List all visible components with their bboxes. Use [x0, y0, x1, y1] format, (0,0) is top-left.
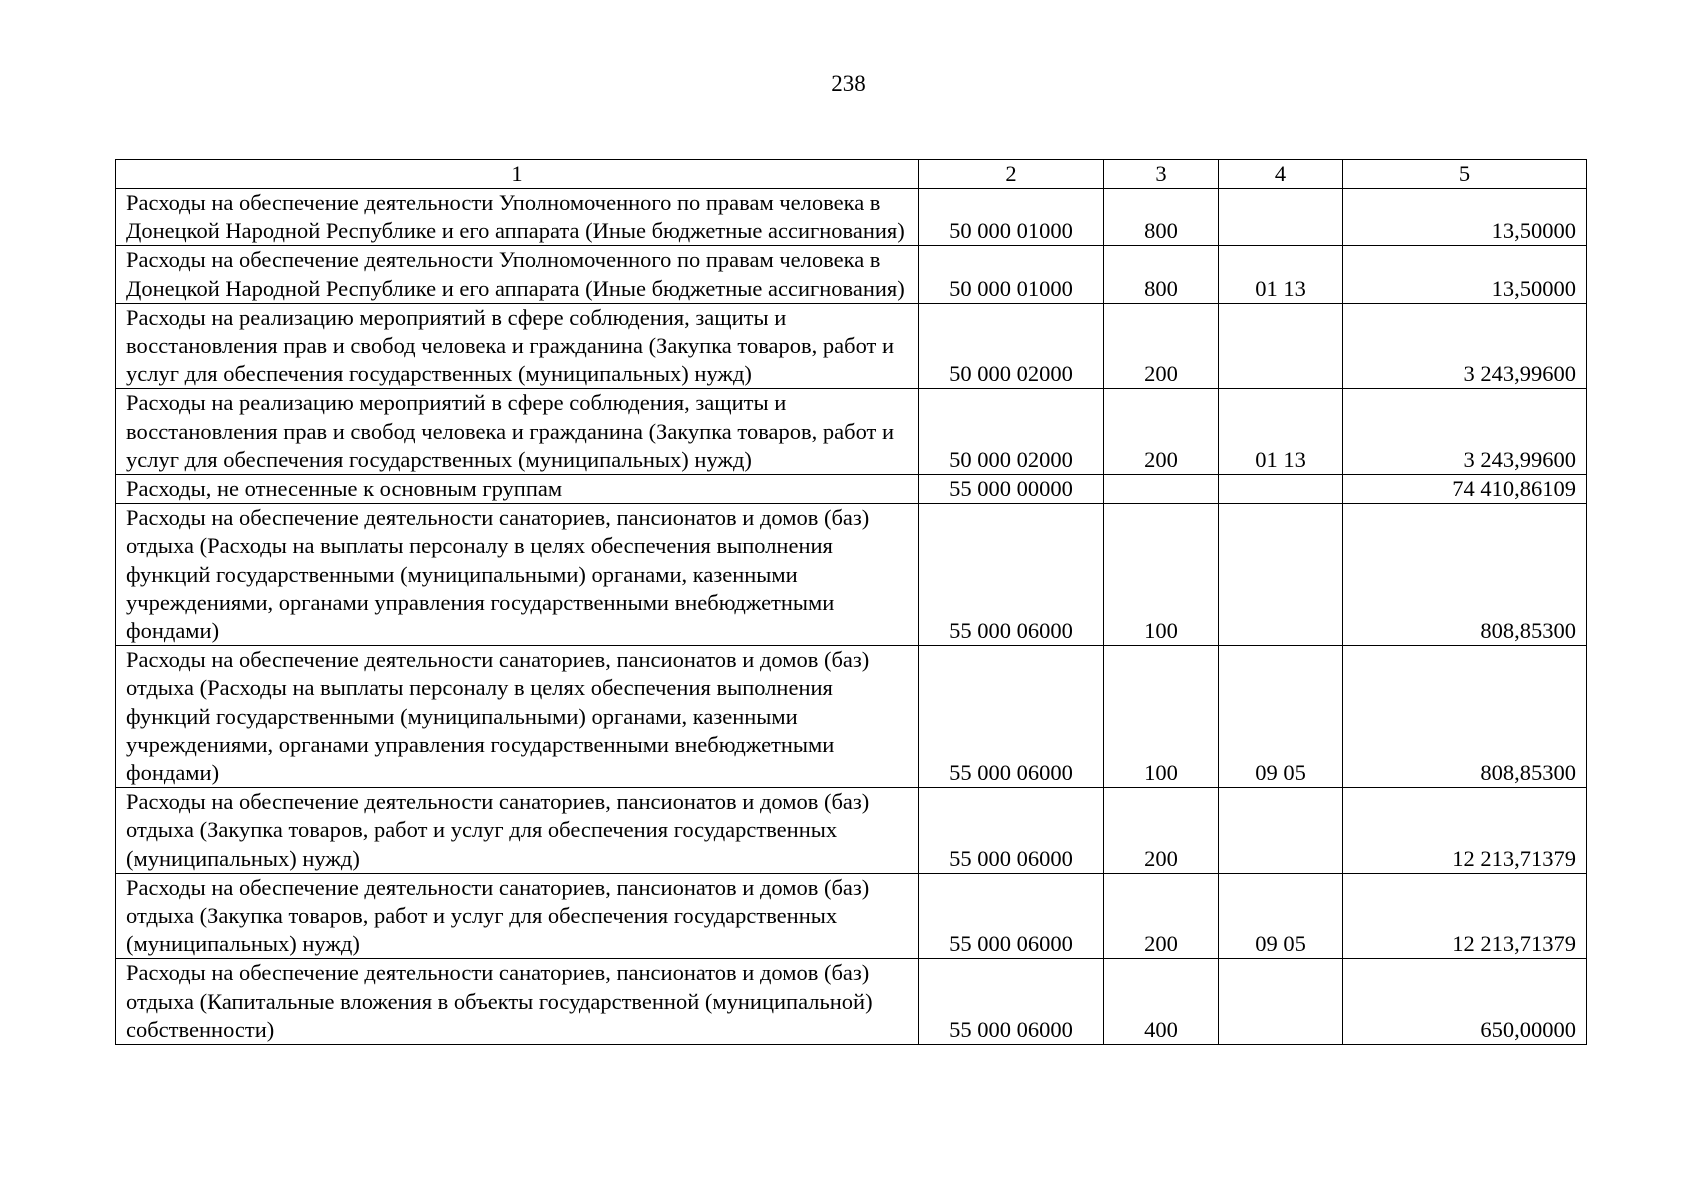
table-row	[116, 389, 1587, 475]
header-col-1: 1	[116, 160, 919, 189]
cell-amount: 12 213,71379	[1343, 788, 1587, 874]
cell-section: 01 13	[1219, 389, 1343, 475]
cell-section	[1219, 303, 1343, 389]
cell-section	[1219, 959, 1343, 1045]
cell-code: 55 000 06000	[919, 959, 1104, 1045]
cell-code: 55 000 06000	[919, 873, 1104, 959]
cell-section: 09 05	[1219, 873, 1343, 959]
cell-amount: 3 243,99600	[1343, 389, 1587, 475]
cell-code: 55 000 00000	[919, 475, 1104, 504]
cell-type: 800	[1104, 246, 1219, 303]
cell-code: 50 000 01000	[919, 246, 1104, 303]
header-row	[116, 160, 1587, 189]
table-row	[116, 646, 1587, 788]
cell-code: 55 000 06000	[919, 646, 1104, 788]
table-row	[116, 504, 1587, 646]
cell-amount: 650,00000	[1343, 959, 1587, 1045]
cell-amount: 13,50000	[1343, 189, 1587, 246]
page-number: 238	[831, 71, 866, 96]
cell-name: Расходы на обеспечение деятельности санаториев, пансионатов и домов (баз) отдыха (Расходы на выплаты персоналу в целях обеспечения выполнения функций государственными (муниципальными) органами, казенными учреждениями, органами управления государственными внебюджетными фондами)	[116, 646, 919, 788]
cell-section	[1219, 189, 1343, 246]
cell-code: 55 000 06000	[919, 788, 1104, 874]
cell-name: Расходы на обеспечение деятельности санаториев, пансионатов и домов (баз) отдыха (Капитальные вложения в объекты государственной (муниципальной) собственности)	[116, 959, 919, 1045]
cell-type: 100	[1104, 646, 1219, 788]
cell-name: Расходы на обеспечение деятельности санаториев, пансионатов и домов (баз) отдыха (Закупка товаров, работ и услуг для обеспечения государственных (муниципальных) нужд)	[116, 873, 919, 959]
cell-code: 50 000 02000	[919, 303, 1104, 389]
cell-type: 100	[1104, 504, 1219, 646]
table-row	[116, 475, 1587, 504]
budget-table	[115, 159, 1587, 1045]
cell-amount: 13,50000	[1343, 246, 1587, 303]
cell-type: 200	[1104, 303, 1219, 389]
cell-name: Расходы на обеспечение деятельности Уполномоченного по правам человека в Донецкой Народной Республике и его аппарата (Иные бюджетные ассигнования)	[116, 189, 919, 246]
cell-section: 01 13	[1219, 246, 1343, 303]
cell-name: Расходы на реализацию мероприятий в сфере соблюдения, защиты и восстановления прав и свобод человека и гражданина (Закупка товаров, работ и услуг для обеспечения государственных (муниципальных) нужд)	[116, 389, 919, 475]
cell-type: 200	[1104, 389, 1219, 475]
cell-type: 200	[1104, 788, 1219, 874]
cell-code: 50 000 02000	[919, 389, 1104, 475]
cell-amount: 3 243,99600	[1343, 303, 1587, 389]
table-row	[116, 788, 1587, 874]
cell-section: 09 05	[1219, 646, 1343, 788]
cell-code: 50 000 01000	[919, 189, 1104, 246]
header-col-5: 5	[1343, 160, 1587, 189]
cell-section	[1219, 504, 1343, 646]
header-col-4: 4	[1219, 160, 1343, 189]
cell-type: 800	[1104, 189, 1219, 246]
table-row	[116, 246, 1587, 303]
table-header	[116, 160, 1587, 189]
cell-type: 400	[1104, 959, 1219, 1045]
cell-amount: 74 410,86109	[1343, 475, 1587, 504]
cell-name: Расходы, не отнесенные к основным группам	[116, 475, 919, 504]
table-row	[116, 959, 1587, 1045]
table-body	[116, 189, 1587, 1045]
table-row	[116, 873, 1587, 959]
cell-type	[1104, 475, 1219, 504]
cell-name: Расходы на обеспечение деятельности санаториев, пансионатов и домов (баз) отдыха (Закупка товаров, работ и услуг для обеспечения государственных (муниципальных) нужд)	[116, 788, 919, 874]
cell-section	[1219, 788, 1343, 874]
cell-name: Расходы на обеспечение деятельности санаториев, пансионатов и домов (баз) отдыха (Расходы на выплаты персоналу в целях обеспечения выполнения функций государственными (муниципальными) органами, казенными учреждениями, органами управления государственными внебюджетными фондами)	[116, 504, 919, 646]
cell-name: Расходы на реализацию мероприятий в сфере соблюдения, защиты и восстановления прав и свобод человека и гражданина (Закупка товаров, работ и услуг для обеспечения государственных (муниципальных) нужд)	[116, 303, 919, 389]
cell-type: 200	[1104, 873, 1219, 959]
table-row	[116, 189, 1587, 246]
cell-amount: 808,85300	[1343, 504, 1587, 646]
cell-amount: 808,85300	[1343, 646, 1587, 788]
cell-code: 55 000 06000	[919, 504, 1104, 646]
cell-amount: 12 213,71379	[1343, 873, 1587, 959]
header-col-2: 2	[919, 160, 1104, 189]
header-col-3: 3	[1104, 160, 1219, 189]
cell-name: Расходы на обеспечение деятельности Уполномоченного по правам человека в Донецкой Народной Республике и его аппарата (Иные бюджетные ассигнования)	[116, 246, 919, 303]
table-row	[116, 303, 1587, 389]
cell-section	[1219, 475, 1343, 504]
